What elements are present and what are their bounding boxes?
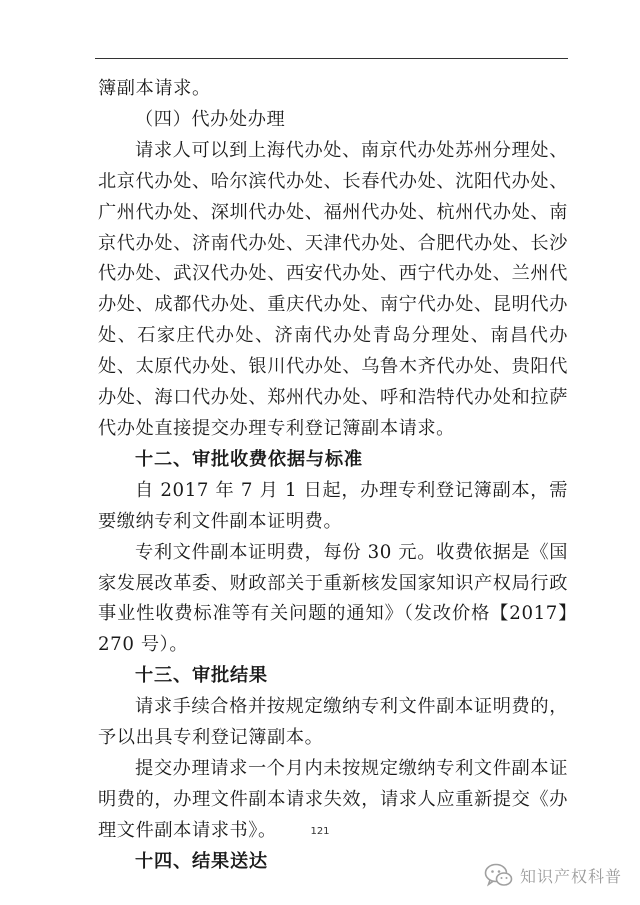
page-number: 121 xyxy=(310,826,330,837)
wechat-icon xyxy=(484,862,514,888)
section-heading: 十三、审批结果 xyxy=(135,665,268,687)
header-rule xyxy=(95,58,568,59)
subsection-title: （四）代办处办理 xyxy=(135,108,286,130)
paragraph: 自 2017 年 7 月 1 日起，办理专利登记簿副本，需要缴纳专利文件副本证明费。 xyxy=(98,479,568,532)
paragraph: 请求人可以到上海代办处、南京代办处苏州分理处、北京代办处、哈尔滨代办处、长春代办处、沈阳代办处、广州代办处、深圳代办处、福州代办处、杭州代办处、南京代办处、济南代办处、天津代办处、合肥代办处、长沙代办处、武汉代办处、西安代办处、西宁代办处、兰州代办处、成都代办处、重庆代办处、南宁代办处、昆明代办处、石家庄代办处、济南代办处青岛分理处、南昌代办处、太原代办处、银川代办处、乌鲁木齐代办处、贵阳代办处、海口代办处、郑州代办处、呼和浩特代办处和拉萨代办处直接提交办理专利登记簿副本请求。 xyxy=(98,139,568,439)
paragraph: 簿副本请求。 xyxy=(98,78,211,99)
watermark-text: 知识产权科普 xyxy=(519,866,622,886)
paragraph: 提交办理请求一个月内未按规定缴纳专利文件副本证明费的，办理文件副本请求失效，请求人应重新提交《办理文件副本请求书》。 xyxy=(98,757,568,841)
paragraph: 请求手续合格并按规定缴纳专利文件副本证明费的，予以出具专利登记簿副本。 xyxy=(98,696,568,749)
document-body xyxy=(98,74,568,878)
section-heading: 十二、审批收费依据与标准 xyxy=(135,448,363,470)
paragraph: 专利文件副本证明费，每份 30 元。收费依据是《国家发展改革委、财政部关于重新核发国家知识产权局行政事业性收费标准等有关问题的通知》（发改价格【2017】270 号）。 xyxy=(98,541,568,656)
section-heading: 十四、结果送达 xyxy=(135,850,268,872)
watermark xyxy=(484,862,622,888)
